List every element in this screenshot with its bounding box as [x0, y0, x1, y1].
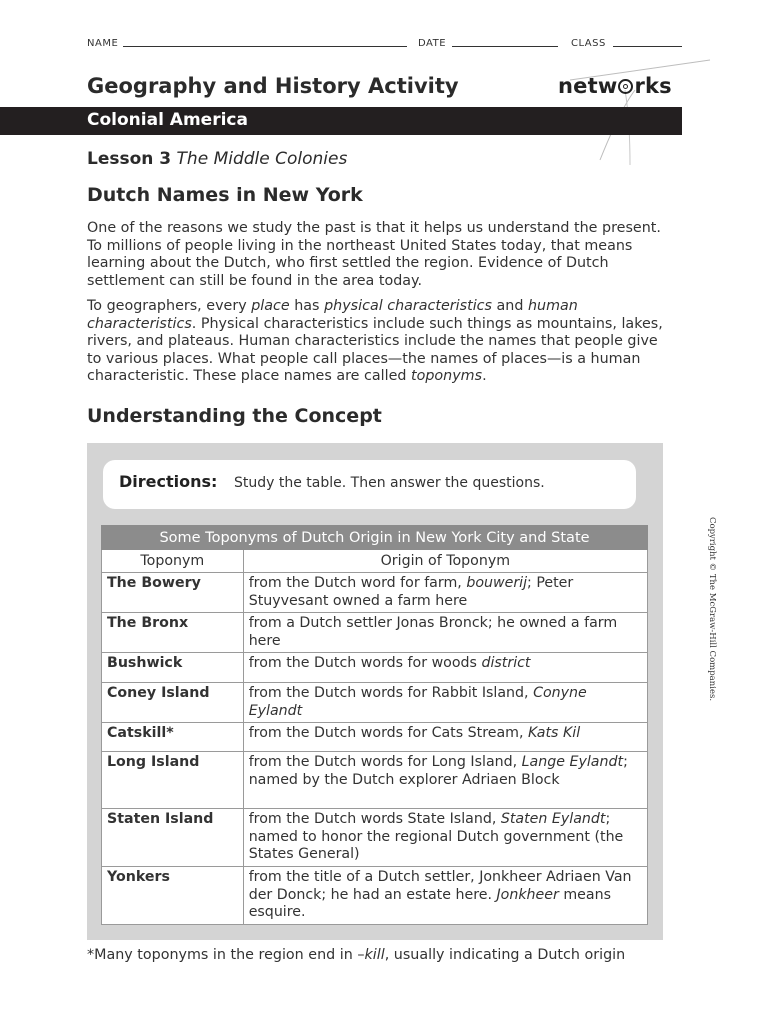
networks-logo: netw rks [558, 74, 672, 98]
section-heading-understanding: Understanding the Concept [87, 405, 382, 427]
class-field[interactable] [613, 46, 682, 47]
origin-cell: from a Dutch settler Jonas Bronck; he owned a farm here [243, 613, 647, 653]
table-row [102, 867, 648, 925]
table-row [102, 653, 648, 683]
toponym-cell: Staten Island [102, 809, 244, 867]
table-row [102, 573, 648, 613]
toponym-cell: Yonkers [102, 867, 244, 925]
lesson-number: Lesson 3 [87, 149, 172, 169]
origin-cell: from the Dutch words State Island, Staten Eylandt; named to honor the regional Dutch government (the States General) [243, 809, 647, 867]
class-label: CLASS [571, 38, 606, 49]
origin-cell: from the Dutch words for Rabbit Island, Conyne Eylandt [243, 683, 647, 723]
toponym-table [101, 525, 648, 925]
origin-cell: from the title of a Dutch settler, Jonkheer Adriaen Van der Donck; he had an estate here. Jonkheer means esquire. [243, 867, 647, 925]
toponym-cell: Catskill* [102, 723, 244, 752]
table-caption: Some Toponyms of Dutch Origin in New York City and State [102, 526, 648, 550]
directions-label: Directions: [119, 472, 218, 491]
date-label: DATE [418, 38, 447, 49]
activity-title: Geography and History Activity [87, 74, 459, 98]
origin-cell: from the Dutch words for Long Island, Lange Eylandt; named by the Dutch explorer Adriaen Block [243, 752, 647, 809]
table-footnote: *Many toponyms in the region end in –kill, usually indicating a Dutch origin [87, 947, 626, 963]
name-label: NAME [87, 38, 119, 49]
table-row [102, 723, 648, 752]
unit-title: Colonial America [87, 110, 248, 130]
column-header-toponym: Toponym [102, 550, 244, 573]
geography-paragraph: To geographers, every place has physical characteristics and human characteristics. Physical characteristics include such things as mountains, lakes, rivers, and plateaus. Human characteristics include the names that people give to various places. What people call places—the names of places—is a human characteristic. These place names are called toponyms. [87, 298, 663, 384]
name-field[interactable] [123, 46, 407, 47]
lesson-name: The Middle Colonies [176, 149, 348, 169]
origin-cell: from the Dutch words for Cats Stream, Kats Kil [243, 723, 647, 752]
toponym-cell: The Bronx [102, 613, 244, 653]
section-heading-dutch-names: Dutch Names in New York [87, 184, 363, 206]
date-field[interactable] [452, 46, 558, 47]
lesson-title [87, 149, 347, 169]
origin-cell: from the Dutch words for woods district [243, 653, 647, 683]
table-row [102, 683, 648, 723]
networks-logo-o-icon [618, 79, 633, 94]
column-header-origin: Origin of Toponym [243, 550, 647, 573]
table-row [102, 809, 648, 867]
intro-paragraph: One of the reasons we study the past is that it helps us understand the present. To millions of people living in the northeast United States today, that means learning about the Dutch, who first settled the region. Evidence of Dutch settlement can still be found in the area today. [87, 220, 661, 289]
directions-text: Study the table. Then answer the questions. [234, 475, 545, 491]
table-row [102, 613, 648, 653]
toponym-cell: Bushwick [102, 653, 244, 683]
toponym-cell: The Bowery [102, 573, 244, 613]
toponym-cell: Long Island [102, 752, 244, 809]
table-row [102, 752, 648, 809]
origin-cell: from the Dutch word for farm, bouwerij; Peter Stuyvesant owned a farm here [243, 573, 647, 613]
copyright-notice: Copyright © The McGraw-Hill Companies. [707, 517, 717, 702]
toponym-cell: Coney Island [102, 683, 244, 723]
